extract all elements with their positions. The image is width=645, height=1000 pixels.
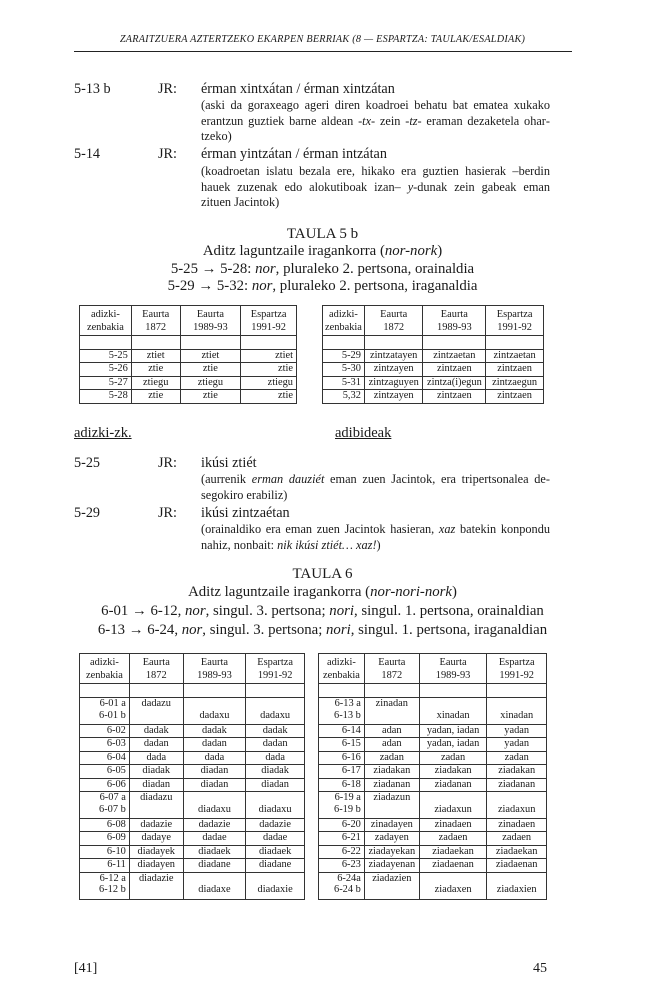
row-number-cell: 6-06 xyxy=(80,778,130,791)
entry-note: (aski da goraxeago ageri diren koadroei behatu bat ematea xukako erantzun guztiek barne aldean -tx- zein -tz- eraman dezaketela ohartzeko) xyxy=(201,98,551,144)
form-cell: diadaek xyxy=(183,845,246,858)
form-cell: dadaxu xyxy=(246,698,305,725)
form-cell: zinadaen xyxy=(419,818,487,831)
row-number-cell: 6-05 xyxy=(80,765,130,778)
row-number-cell: 6-18 xyxy=(319,778,365,791)
entry-5-13b xyxy=(74,81,574,98)
form-cell: diadaek xyxy=(246,845,305,858)
entry-number: 5-13 b xyxy=(74,81,111,97)
form-cell: dadaxu xyxy=(183,698,246,725)
entry-number: 5-14 xyxy=(74,146,101,162)
table-row xyxy=(80,859,305,872)
entry-5-29 xyxy=(74,505,574,522)
table-row xyxy=(319,725,547,738)
column-header: Eaurta 1989-93 xyxy=(419,654,487,684)
form-cell: yadan xyxy=(487,738,547,751)
row-number-cell: 5-26 xyxy=(80,363,132,376)
row-number-cell: 6-08 xyxy=(80,818,130,831)
form-cell: ztie xyxy=(180,363,241,376)
form-cell: diadane xyxy=(246,859,305,872)
table-row xyxy=(319,765,547,778)
column-header: adizki- zenbakia xyxy=(80,654,130,684)
entry-form: érman xintxátan / érman xintzátan xyxy=(201,81,395,97)
form-cell: ziadayenan xyxy=(364,859,419,872)
column-header: Eaurta 1872 xyxy=(364,654,419,684)
table-row xyxy=(319,859,547,872)
table-row xyxy=(80,778,305,791)
entry-5-25 xyxy=(74,455,574,472)
column-header: Eaurta 1872 xyxy=(129,654,183,684)
form-cell: zadaen xyxy=(487,832,547,845)
form-cell: ztiet xyxy=(131,350,180,363)
form-cell: diadak xyxy=(246,765,305,778)
column-header: Eaurta 1872 xyxy=(131,306,180,336)
form-cell: adan xyxy=(364,738,419,751)
row-number-cell: 6-13 a 6-13 b xyxy=(319,698,365,725)
row-number-cell: 6-21 xyxy=(319,832,365,845)
form-cell: diadazu xyxy=(129,791,183,818)
form-cell: diadane xyxy=(183,859,246,872)
table-6-left xyxy=(79,653,305,900)
form-cell: ztiet xyxy=(180,350,241,363)
form-cell: diadan xyxy=(183,765,246,778)
row-number-cell: 6-24a 6-24 b xyxy=(319,872,365,899)
running-head-rule xyxy=(74,51,572,52)
page-number: 45 xyxy=(533,961,547,976)
table-row xyxy=(80,698,305,725)
column-header: Espartza 1991-92 xyxy=(487,654,547,684)
footer-bracket-number: [41] xyxy=(74,961,98,976)
form-cell: diadaxu xyxy=(183,791,246,818)
row-number-cell: 5-29 xyxy=(323,350,365,363)
form-cell: ztie xyxy=(241,390,297,403)
form-cell: dadan xyxy=(129,738,183,751)
form-cell: diadayen xyxy=(129,859,183,872)
table-row xyxy=(80,791,305,818)
form-cell: dadazie xyxy=(183,818,246,831)
entry-form: ikúsi ztiét xyxy=(201,455,257,471)
table-5b-right xyxy=(322,305,544,404)
table-subtitle: Aditz laguntzaile iragankorra (nor-nori-nork) xyxy=(188,584,457,600)
form-cell: ztiegu xyxy=(131,376,180,389)
table-row xyxy=(80,765,305,778)
table-row xyxy=(319,845,547,858)
table-subtitle: Aditz laguntzaile iragankorra (nor-nork) xyxy=(202,243,443,259)
form-cell: zadayen xyxy=(364,832,419,845)
form-cell: dadazie xyxy=(246,818,305,831)
column-header: Eaurta 1989-93 xyxy=(183,654,246,684)
form-cell: dada xyxy=(183,751,246,764)
form-cell: dadak xyxy=(183,725,246,738)
table-row xyxy=(323,350,544,363)
row-number-cell: 5-25 xyxy=(80,350,132,363)
form-cell: diadaxie xyxy=(246,872,305,899)
table-5b-left xyxy=(79,305,297,404)
form-cell: zintzatayen xyxy=(364,350,423,363)
table-row xyxy=(80,832,305,845)
row-number-cell: 5-31 xyxy=(323,376,365,389)
table-row xyxy=(319,698,547,725)
row-number-cell: 6-04 xyxy=(80,751,130,764)
column-header: adizki- zenbakia xyxy=(323,306,365,336)
form-cell: dadae xyxy=(183,832,246,845)
form-cell: dadae xyxy=(246,832,305,845)
form-cell: dadazu xyxy=(129,698,183,725)
row-number-cell: 6-20 xyxy=(319,818,365,831)
form-cell: zadan xyxy=(364,751,419,764)
table-row xyxy=(80,390,297,403)
row-number-cell: 6-17 xyxy=(319,765,365,778)
form-cell: ztiegu xyxy=(180,376,241,389)
form-cell: ztie xyxy=(241,363,297,376)
row-number-cell: 6-23 xyxy=(319,859,365,872)
form-cell: xinadan xyxy=(419,698,487,725)
form-cell: dadak xyxy=(129,725,183,738)
row-number-cell: 6-19 a 6-19 b xyxy=(319,791,365,818)
row-number-cell: 5-27 xyxy=(80,376,132,389)
table-6-right xyxy=(318,653,547,900)
form-cell: ziadakan xyxy=(487,765,547,778)
row-number-cell: 6-14 xyxy=(319,725,365,738)
form-cell: dadan xyxy=(183,738,246,751)
entry-note: (koadroetan islatu bezala ere, hikako era guztien hasierak –berdin hauek zuzenak edo alokutiboak izan– y-dunak zein gabeak eman zituen Jacintok) xyxy=(201,164,550,210)
column-header: Espartza 1991-92 xyxy=(246,654,305,684)
form-cell: ziadaenan xyxy=(419,859,487,872)
entry-note: (orainaldiko era eman zuen Jacintok hasieran, xaz batekin konpondu nahiz, nonbait: nik ikúsi ztiét… xaz!) xyxy=(201,522,551,552)
form-cell: yadan xyxy=(487,725,547,738)
table-row xyxy=(319,818,547,831)
table-range-line: 5-29 → 5-32: nor, pluraleko 2. pertsona, iraganaldia xyxy=(167,278,478,294)
form-cell: ziadaekan xyxy=(419,845,487,858)
form-cell: ziadaxien xyxy=(487,872,547,899)
label-adizki-zk: adizki-zk. xyxy=(74,425,132,441)
entry-number: 5-25 xyxy=(74,455,101,471)
form-cell: ztiegu xyxy=(241,376,297,389)
form-cell: zintzaen xyxy=(486,390,544,403)
entry-note: (aurrenik erman dauziét eman zuen Jacintok, era tripertsonalea desegokiro erabiliz) xyxy=(201,472,550,502)
form-cell: dadan xyxy=(246,738,305,751)
form-cell: ztie xyxy=(131,390,180,403)
row-number-cell: 5,32 xyxy=(323,390,365,403)
form-cell: ziadaxun xyxy=(419,791,487,818)
table-row xyxy=(323,376,544,389)
table-title: TAULA 6 xyxy=(292,566,353,582)
form-cell: dadazie xyxy=(129,818,183,831)
form-cell: ziadaxen xyxy=(419,872,487,899)
form-cell: diadak xyxy=(129,765,183,778)
form-cell: zadan xyxy=(419,751,487,764)
form-cell: diadaxu xyxy=(246,791,305,818)
form-cell: ziadazun xyxy=(364,791,419,818)
form-cell: ziadaxun xyxy=(487,791,547,818)
form-cell: diadan xyxy=(246,778,305,791)
form-cell: zinadayen xyxy=(364,818,419,831)
row-number-cell: 6-15 xyxy=(319,738,365,751)
row-number-cell: 6-11 xyxy=(80,859,130,872)
form-cell: ziadaenan xyxy=(487,859,547,872)
column-header: Eaurta 1989-93 xyxy=(180,306,241,336)
entry-speaker: JR: xyxy=(158,505,177,521)
form-cell: zintzaen xyxy=(423,390,486,403)
column-header: adizki- zenbakia xyxy=(80,306,132,336)
form-cell: zadan xyxy=(487,751,547,764)
form-cell: diadan xyxy=(129,778,183,791)
table-row xyxy=(80,725,305,738)
entry-speaker: JR: xyxy=(158,81,177,97)
table-row xyxy=(319,832,547,845)
row-number-cell: 5-28 xyxy=(80,390,132,403)
form-cell: diadazie xyxy=(129,872,183,899)
column-header: adizki- zenbakia xyxy=(319,654,365,684)
form-cell: ziadaekan xyxy=(487,845,547,858)
table-row xyxy=(319,751,547,764)
form-cell: ztiet xyxy=(241,350,297,363)
form-cell: dadak xyxy=(246,725,305,738)
form-cell: ziadakan xyxy=(419,765,487,778)
table-row xyxy=(323,363,544,376)
row-number-cell: 6-22 xyxy=(319,845,365,858)
entry-form: érman yintzátan / érman intzátan xyxy=(201,146,387,162)
form-cell: diadaxe xyxy=(183,872,246,899)
row-number-cell: 6-12 a 6-12 b xyxy=(80,872,130,899)
row-number-cell: 6-09 xyxy=(80,832,130,845)
running-head: ZARAITZUERA AZTERTZEKO EKARPEN BERRIAK (8 — ESPARTZA: TAULAK/ESALDIAK) xyxy=(119,34,526,45)
form-cell: yadan, iadan xyxy=(419,725,487,738)
row-number-cell: 6-02 xyxy=(80,725,130,738)
entry-form: ikúsi zintzaétan xyxy=(201,505,290,521)
form-cell: dada xyxy=(129,751,183,764)
entry-speaker: JR: xyxy=(158,146,177,162)
form-cell: diadan xyxy=(183,778,246,791)
table-row xyxy=(80,350,297,363)
row-number-cell: 5-30 xyxy=(323,363,365,376)
form-cell: yadan, iadan xyxy=(419,738,487,751)
form-cell: ziadanan xyxy=(364,778,419,791)
form-cell: ziadayekan xyxy=(364,845,419,858)
table-row xyxy=(80,751,305,764)
entry-5-14 xyxy=(74,146,574,163)
table-row xyxy=(80,376,297,389)
form-cell: zinadan xyxy=(364,698,419,725)
table-row xyxy=(80,738,305,751)
table-row xyxy=(80,818,305,831)
column-header: Eaurta 1872 xyxy=(364,306,423,336)
row-number-cell: 6-03 xyxy=(80,738,130,751)
form-cell: zintzaetan xyxy=(423,350,486,363)
table-row xyxy=(80,363,297,376)
form-cell: zintzaen xyxy=(486,363,544,376)
table-row xyxy=(80,845,305,858)
form-cell: dadaye xyxy=(129,832,183,845)
table-row xyxy=(319,778,547,791)
form-cell: ziadanan xyxy=(419,778,487,791)
table-row xyxy=(80,872,305,899)
column-header: Espartza 1991-92 xyxy=(241,306,297,336)
form-cell: zintzayen xyxy=(364,363,423,376)
table-title: TAULA 5 b xyxy=(286,226,359,242)
form-cell: zinadaen xyxy=(487,818,547,831)
table-range-line: 6-13 → 6-24, nor, singul. 3. pertsona; nori, singul. 1. pertsona, iraganaldian xyxy=(97,622,548,638)
label-adibideak: adibideak xyxy=(335,425,392,441)
row-number-cell: 6-16 xyxy=(319,751,365,764)
form-cell: diadayek xyxy=(129,845,183,858)
form-cell: adan xyxy=(364,725,419,738)
table-row xyxy=(319,791,547,818)
form-cell: ziadakan xyxy=(364,765,419,778)
table-row xyxy=(323,390,544,403)
entry-number: 5-29 xyxy=(74,505,101,521)
table-row xyxy=(319,738,547,751)
row-number-cell: 6-07 a 6-07 b xyxy=(80,791,130,818)
table-row xyxy=(319,872,547,899)
column-header: Eaurta 1989-93 xyxy=(423,306,486,336)
row-number-cell: 6-10 xyxy=(80,845,130,858)
form-cell: zintzaegun xyxy=(486,376,544,389)
form-cell: ztie xyxy=(131,363,180,376)
form-cell: xinadan xyxy=(487,698,547,725)
form-cell: zintzaetan xyxy=(486,350,544,363)
form-cell: zintzaen xyxy=(423,363,486,376)
form-cell: zintzaguyen xyxy=(364,376,423,389)
form-cell: ziadanan xyxy=(487,778,547,791)
table-range-line: 6-01 → 6-12, nor, singul. 3. pertsona; nori, singul. 1. pertsona, orainaldian xyxy=(101,603,544,619)
column-header: Espartza 1991-92 xyxy=(486,306,544,336)
form-cell: ztie xyxy=(180,390,241,403)
form-cell: ziadazien xyxy=(364,872,419,899)
form-cell: zintzayen xyxy=(364,390,423,403)
form-cell: dada xyxy=(246,751,305,764)
form-cell: zadaen xyxy=(419,832,487,845)
table-range-line: 5-25 → 5-28: nor, pluraleko 2. pertsona, orainaldia xyxy=(170,261,475,277)
form-cell: zintza(i)egun xyxy=(423,376,486,389)
entry-speaker: JR: xyxy=(158,455,177,471)
row-number-cell: 6-01 a 6-01 b xyxy=(80,698,130,725)
